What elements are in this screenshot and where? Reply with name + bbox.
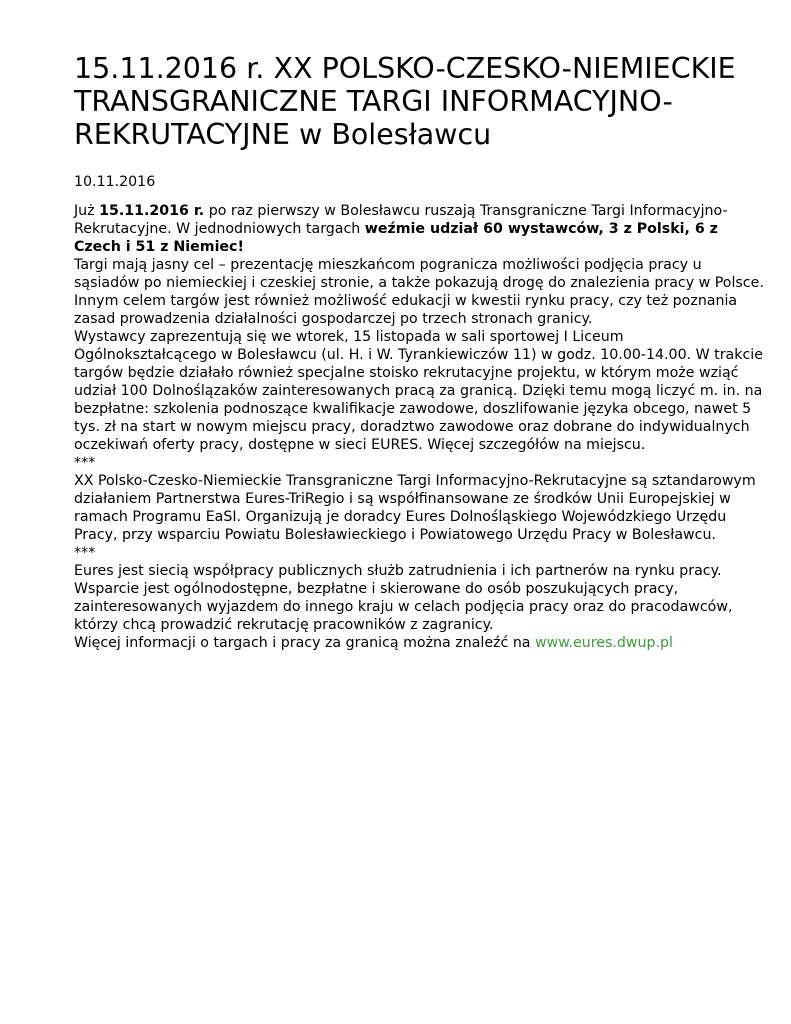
article-title: 15.11.2016 r. XX POLSKO-CZESKO-NIEMIECKIE TRANSGRANICZNE TARGI INFORMACYJNO-REKRUTACYJNE w Bolesławcu (74, 52, 736, 151)
article-date: 10.11.2016 (74, 174, 156, 190)
separator-2: *** (74, 545, 96, 561)
intro-date: 15.11.2016 r. (99, 203, 205, 219)
more-info-text: Więcej informacji o targach i pracy za granicą można znaleźć na (74, 635, 536, 651)
separator-1: *** (74, 455, 96, 471)
article (74, 52, 764, 652)
exhibitors-paragraph: Wystawcy zaprezentują się we wtorek, 15 listopada w sali sportowej I Liceum Ogólnokształcącego w Bolesławcu (ul. H. i W. Tyrankiewiczów 11) w godz. 10.00-14.00. W trakcie targów będzie działało również specjalne stoisko rekrutacyjne projektu, w którym może wziąć udział 100 Dolnoślązaków zainteresowanych pracą za granicą. Dzięki temu mogą liczyć m. in. na bezpłatne: szkolenia podnoszące kwalifikacje zawodowe, doszlifowanie języka obcego, nawet 5 tys. zł na start w nowym miejscu pracy, doradztwo zawodowe oraz dobrane do indywidualnych oczekiwań oferty pracy, dostępne w sieci EURES. Więcej szczegółów na miejscu. (74, 329, 763, 453)
goal-paragraph: Targi mają jasny cel – prezentację mieszkańcom pogranicza możliwości podjęcia pracy u sąsiadów po niemieckiej i czeskiej stronie, a także pokazują drogę do znalezienia pracy w Polsce. Innym celem targów jest również możliwość edukacji w kwestii rynku pracy, czy też poznania zasad prowadzenia działalności gospodarczej po trzech stronach granicy. (74, 257, 764, 327)
partnership-paragraph: XX Polsko-Czesko-Niemieckie Transgraniczne Targi Informacyjno-Rekrutacyjne są sztandarowym działaniem Partnerstwa Eures-TriRegio i są współfinansowane ze środków Unii Europejskiej w ramach Programu EaSI. Organizują je doradcy Eures Dolnośląskiego Wojewódzkiego Urzędu Pracy, przy wsparciu Powiatu Bolesławieckiego i Powiatowego Urzędu Pracy w Bolesławcu. (74, 473, 756, 543)
article-body (74, 202, 764, 652)
intro-text-2: po raz pierwszy w Bolesławcu ruszają Transgraniczne Targi Informacyjno-Rekrutacyjne. W jednodniowych targach (74, 203, 728, 237)
more-info-paragraph (74, 634, 764, 652)
intro-paragraph (74, 202, 764, 256)
eures-link[interactable]: www.eures.dwup.pl (535, 635, 673, 651)
intro-text-1: Już (74, 203, 100, 219)
intro-highlight: weźmie udział 60 wystawców, 3 z Polski, 6 z Czech i 51 z Niemiec! (74, 221, 718, 255)
eures-paragraph: Eures jest siecią współpracy publicznych służb zatrudnienia i ich partnerów na rynku pracy. Wsparcie jest ogólnodostępne, bezpłatne i skierowane do osób poszukujących pracy, zainteresowanych wyjazdem do innego kraju w celach podjęcia pracy oraz do pracodawców, którzy chcą prowadzić rekrutację pracowników z zagranicy. (74, 563, 733, 633)
